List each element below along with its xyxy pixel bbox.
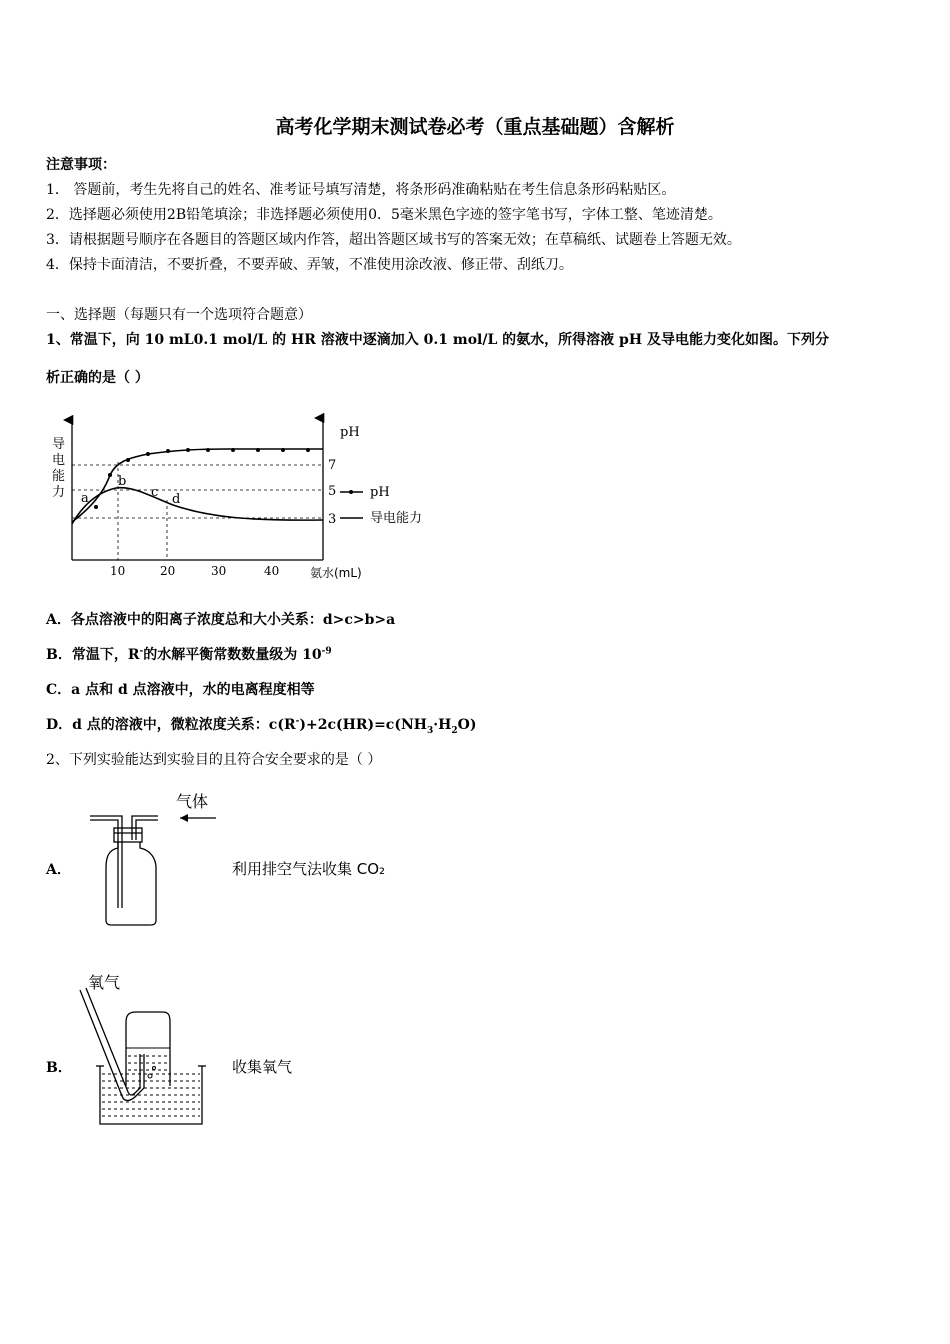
left-axis-label-1: 导: [52, 437, 66, 452]
option-d-text-2: )+2c(HR)=c(NH: [299, 717, 427, 733]
question-1-figure: [48, 410, 448, 585]
question-2-option-b-label[interactable]: B．: [46, 1060, 72, 1076]
point-c-label: c: [151, 485, 159, 500]
option-b-sup-2: -9: [321, 646, 332, 657]
x-tick-10: 10: [110, 564, 126, 578]
right-tick-7: 7: [328, 458, 337, 473]
legend-conductivity: 导电能力: [370, 511, 423, 526]
notice-item-1: 1． 答题前，考生先将自己的姓名、准考证号填写清楚，将条形码准确粘贴在考生信息条形码粘贴区。: [46, 182, 676, 198]
option-d-sup: -: [295, 716, 300, 727]
option-c-text: a 点和 d 点溶液中，水的电离程度相等: [71, 682, 315, 698]
option-b-text-1: 常温下，R: [71, 647, 140, 663]
option-d-sub-2: 2: [451, 725, 458, 736]
right-axis-label: pH: [340, 425, 360, 440]
option-d-label: D．: [46, 717, 73, 733]
question-2-stem: 2、下列实验能达到实验目的且符合安全要求的是（ ）: [46, 752, 382, 768]
question-2-option-a-text: 利用排空气法收集 CO₂: [232, 860, 386, 878]
question-1-option-a[interactable]: [46, 609, 395, 629]
point-a-label: a: [81, 491, 89, 506]
option-a-label: A．: [46, 612, 71, 628]
option-d-sub-1: 3: [426, 725, 434, 736]
gas-label: 气体: [176, 792, 209, 811]
option-b-sup-1: -: [139, 646, 144, 657]
question-1-stem-line1: 1、常温下，向 10 mL0.1 mol/L 的 HR 溶液中逐滴加入 0.1 mol/L 的氨水，所得溶液 pH 及导电能力变化如图。下列分: [46, 332, 829, 348]
notice-item-2: 2．选择题必须使用2B铅笔填涂；非选择题必须使用0．5毫米黑色字迹的签字笔书写，字体工整、笔迹清楚。: [46, 207, 722, 223]
right-tick-5: 5: [328, 484, 337, 499]
x-tick-30: 30: [211, 564, 227, 578]
option-b-label: B．: [46, 647, 72, 663]
notice-item-3: 3．请根据题号顺序在各题目的答题区域内作答，超出答题区域书写的答案无效；在草稿纸、试题卷上答题无效。: [46, 232, 741, 248]
question-1-option-b[interactable]: [46, 644, 332, 664]
oxygen-label: 氧气: [88, 973, 121, 992]
question-1-stem-line2: 析正确的是（ ）: [46, 370, 149, 386]
option-d-text-3: ·H: [433, 717, 452, 733]
page-title: 高考化学期末测试卷必考（重点基础题）含解析: [275, 116, 675, 138]
ph-markers: [94, 448, 310, 509]
left-axis-label-4: 力: [52, 485, 66, 500]
question-1-option-c[interactable]: [46, 679, 315, 699]
point-b-label: b: [118, 474, 127, 489]
question-2-option-b-text: 收集氧气: [232, 1058, 293, 1076]
option-b-text-2: 的水解平衡常数数量级为 10: [143, 647, 322, 663]
x-tick-20: 20: [160, 564, 176, 578]
option-a-text: 各点溶液中的阳离子浓度总和大小关系：d>c>b>a: [70, 612, 396, 628]
point-d-label: d: [172, 492, 181, 507]
right-tick-3: 3: [328, 512, 337, 527]
oxygen-collection-figure: [70, 968, 210, 1130]
left-axis-label-2: 电: [52, 453, 66, 468]
conductivity-curve: [72, 488, 323, 524]
gas-bottle-figure: [88, 788, 228, 930]
section-heading: 一、选择题（每题只有一个选项符合题意）: [46, 307, 312, 323]
legend-ph: pH: [370, 485, 390, 500]
question-1-option-d[interactable]: [46, 714, 476, 736]
option-d-text-4: O): [457, 717, 477, 733]
notice-heading: 注意事项：: [46, 157, 116, 173]
notice-item-4: 4．保持卡面清洁，不要折叠，不要弄破、弄皱，不准使用涂改液、修正带、刮纸刀。: [46, 257, 573, 273]
option-d-text-1: d 点的溶液中，微粒浓度关系：c(R: [72, 717, 296, 733]
x-axis-label: 氨水(mL): [310, 566, 362, 580]
question-2-option-a-label[interactable]: A．: [46, 862, 71, 878]
left-axis-label-3: 能: [52, 469, 66, 484]
option-c-label: C．: [46, 682, 72, 698]
x-tick-40: 40: [264, 564, 280, 578]
